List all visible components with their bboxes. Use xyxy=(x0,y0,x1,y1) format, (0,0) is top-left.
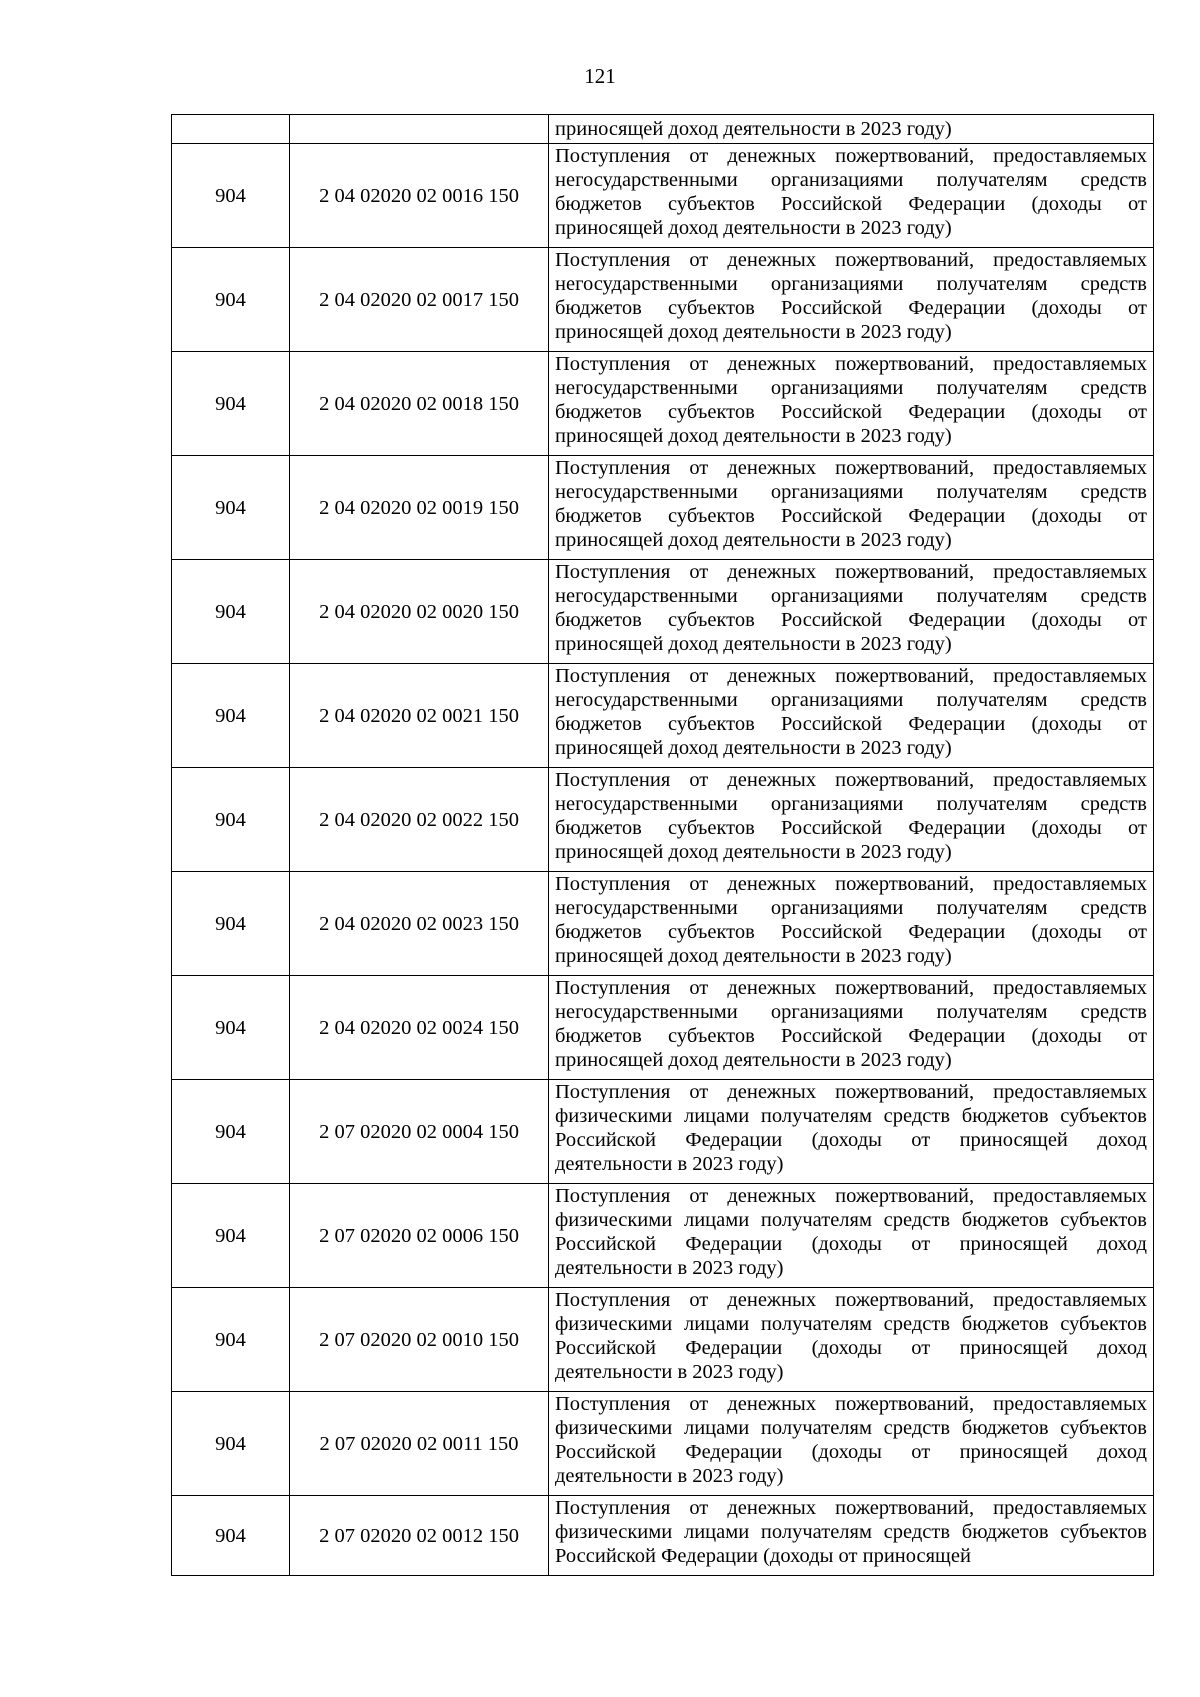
table-row xyxy=(172,456,1154,560)
description-cell: Поступления от денежных пожертвований, предоставляемых негосударственными организациями получателям средств бюджетов субъектов Российской Федерации (доходы от приносящей доход деятельности в 2023 году) xyxy=(549,352,1154,456)
description-cell: Поступления от денежных пожертвований, предоставляемых негосударственными организациями получателям средств бюджетов субъектов Российской Федерации (доходы от приносящей доход деятельности в 2023 году) xyxy=(549,248,1154,352)
table-row xyxy=(172,352,1154,456)
description-cell: Поступления от денежных пожертвований, предоставляемых негосударственными организациями получателям средств бюджетов субъектов Российской Федерации (доходы от приносящей доход деятельности в 2023 году) xyxy=(549,456,1154,560)
admin-code-cell: 904 xyxy=(172,248,290,352)
table-row-continuation xyxy=(172,115,1154,144)
budget-code-cell: 2 04 02020 02 0023 150 xyxy=(290,872,549,976)
admin-code-cell: 904 xyxy=(172,560,290,664)
description-cell: приносящей доход деятельности в 2023 году) xyxy=(549,115,1154,144)
description-cell: Поступления от денежных пожертвований, предоставляемых физическими лицами получателям средств бюджетов субъектов Российской Федерации (доходы от приносящей доход деятельности в 2023 году) xyxy=(549,1288,1154,1392)
budget-code-cell: 2 07 02020 02 0010 150 xyxy=(290,1288,549,1392)
table-row xyxy=(172,1080,1154,1184)
budget-code-cell xyxy=(290,115,549,144)
table-row xyxy=(172,1184,1154,1288)
admin-code-cell: 904 xyxy=(172,1288,290,1392)
description-cell: Поступления от денежных пожертвований, предоставляемых негосударственными организациями получателям средств бюджетов субъектов Российской Федерации (доходы от приносящей доход деятельности в 2023 году) xyxy=(549,144,1154,248)
budget-code-cell: 2 04 02020 02 0018 150 xyxy=(290,352,549,456)
table-row xyxy=(172,1392,1154,1496)
table-row xyxy=(172,1496,1154,1576)
table-row xyxy=(172,664,1154,768)
budget-code-cell: 2 04 02020 02 0022 150 xyxy=(290,768,549,872)
admin-code-cell: 904 xyxy=(172,456,290,560)
budget-code-cell: 2 04 02020 02 0024 150 xyxy=(290,976,549,1080)
description-cell: Поступления от денежных пожертвований, предоставляемых негосударственными организациями получателям средств бюджетов субъектов Российской Федерации (доходы от приносящей доход деятельности в 2023 году) xyxy=(549,976,1154,1080)
page-number: 121 xyxy=(584,64,616,88)
budget-code-cell: 2 04 02020 02 0020 150 xyxy=(290,560,549,664)
table-row xyxy=(172,1288,1154,1392)
description-cell: Поступления от денежных пожертвований, предоставляемых негосударственными организациями получателям средств бюджетов субъектов Российской Федерации (доходы от приносящей доход деятельности в 2023 году) xyxy=(549,664,1154,768)
admin-code-cell xyxy=(172,115,290,144)
table-row xyxy=(172,248,1154,352)
budget-codes-table xyxy=(171,114,1154,1576)
table-body xyxy=(172,115,1154,1576)
admin-code-cell: 904 xyxy=(172,768,290,872)
description-cell: Поступления от денежных пожертвований, предоставляемых негосударственными организациями получателям средств бюджетов субъектов Российской Федерации (доходы от приносящей доход деятельности в 2023 году) xyxy=(549,872,1154,976)
budget-code-cell: 2 04 02020 02 0016 150 xyxy=(290,144,549,248)
admin-code-cell: 904 xyxy=(172,664,290,768)
budget-code-cell: 2 04 02020 02 0021 150 xyxy=(290,664,549,768)
table-row xyxy=(172,976,1154,1080)
description-cell: Поступления от денежных пожертвований, предоставляемых физическими лицами получателям средств бюджетов субъектов Российской Федерации (доходы от приносящей xyxy=(549,1496,1154,1576)
description-cell: Поступления от денежных пожертвований, предоставляемых физическими лицами получателям средств бюджетов субъектов Российской Федерации (доходы от приносящей доход деятельности в 2023 году) xyxy=(549,1184,1154,1288)
table-row xyxy=(172,560,1154,664)
admin-code-cell: 904 xyxy=(172,352,290,456)
budget-code-cell: 2 07 02020 02 0011 150 xyxy=(290,1392,549,1496)
table-row xyxy=(172,144,1154,248)
description-cell: Поступления от денежных пожертвований, предоставляемых негосударственными организациями получателям средств бюджетов субъектов Российской Федерации (доходы от приносящей доход деятельности в 2023 году) xyxy=(549,560,1154,664)
description-cell: Поступления от денежных пожертвований, предоставляемых физическими лицами получателям средств бюджетов субъектов Российской Федерации (доходы от приносящей доход деятельности в 2023 году) xyxy=(549,1080,1154,1184)
admin-code-cell: 904 xyxy=(172,1392,290,1496)
table-row xyxy=(172,872,1154,976)
admin-code-cell: 904 xyxy=(172,976,290,1080)
admin-code-cell: 904 xyxy=(172,1080,290,1184)
description-cell: Поступления от денежных пожертвований, предоставляемых физическими лицами получателям средств бюджетов субъектов Российской Федерации (доходы от приносящей доход деятельности в 2023 году) xyxy=(549,1392,1154,1496)
admin-code-cell: 904 xyxy=(172,872,290,976)
budget-code-cell: 2 07 02020 02 0006 150 xyxy=(290,1184,549,1288)
budget-code-cell: 2 04 02020 02 0017 150 xyxy=(290,248,549,352)
table-row xyxy=(172,768,1154,872)
budget-code-cell: 2 07 02020 02 0012 150 xyxy=(290,1496,549,1576)
admin-code-cell: 904 xyxy=(172,1496,290,1576)
budget-code-cell: 2 04 02020 02 0019 150 xyxy=(290,456,549,560)
admin-code-cell: 904 xyxy=(172,144,290,248)
budget-code-cell: 2 07 02020 02 0004 150 xyxy=(290,1080,549,1184)
admin-code-cell: 904 xyxy=(172,1184,290,1288)
description-cell: Поступления от денежных пожертвований, предоставляемых негосударственными организациями получателям средств бюджетов субъектов Российской Федерации (доходы от приносящей доход деятельности в 2023 году) xyxy=(549,768,1154,872)
